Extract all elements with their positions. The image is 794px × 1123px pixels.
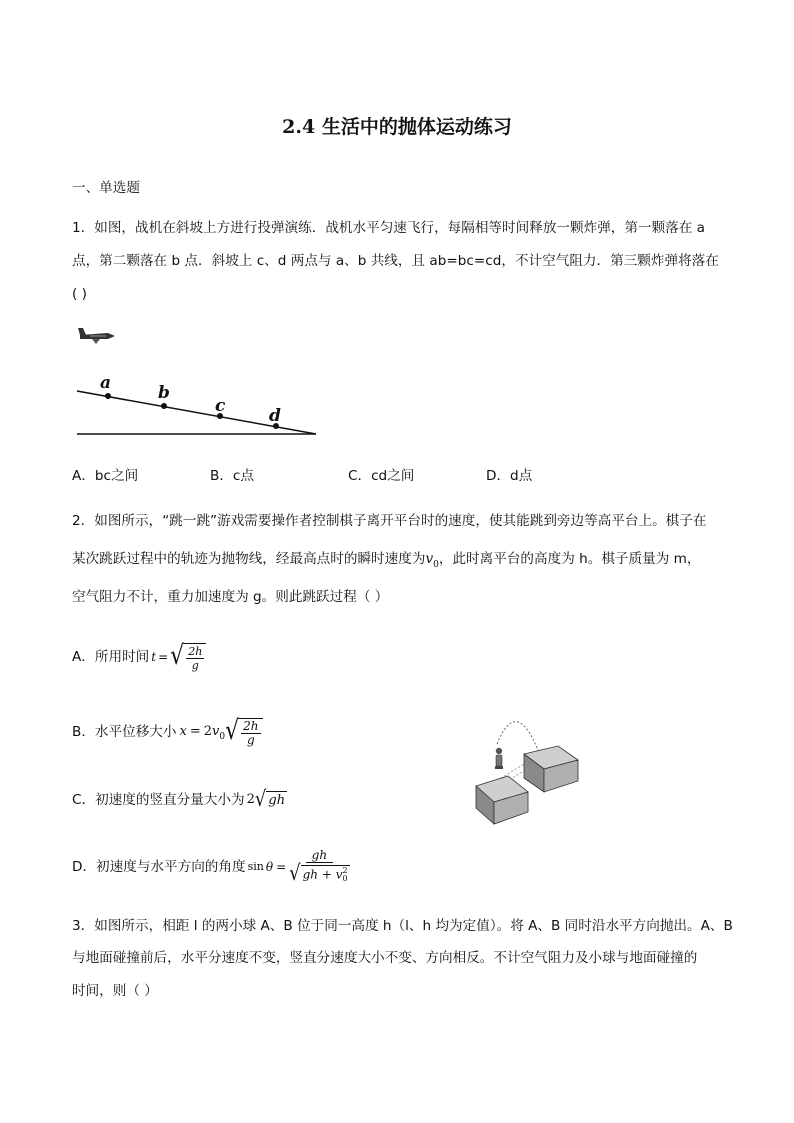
right-platform [524, 746, 578, 792]
sqrt-gh: √ gh [254, 786, 286, 812]
page-title: 2.4 生活中的抛体运动练习 [282, 116, 512, 138]
q2-line1: 2．如图所示，“跳一跳”游戏需要操作者控制棋子离开平台时的速度，使其能跳到旁边等高平台上。棋子在 [72, 513, 707, 529]
sqrt-2h-over-g-b: √ $\frac{2h}{g}$ [225, 718, 262, 747]
left-platform [476, 776, 528, 824]
q2-option-b: B．水平位移大小 x = 2 $v_0$ √ $\frac{2h}{g}$ [72, 714, 263, 750]
q2-option-a-label: A．所用时间 [72, 649, 150, 665]
q1-option-c: C．cd之间 [348, 468, 415, 484]
q1-option-a: A．bc之间 [72, 468, 139, 484]
label-b: b [158, 383, 170, 403]
angle-fraction: gh √ gh + v 2 0 [289, 848, 348, 886]
label-d: d [269, 406, 281, 426]
slope-figure [70, 320, 330, 445]
q2-option-a: A．所用时间 t = √ $\frac{2h}{g}$ [72, 640, 206, 674]
q1-option-b: B．c点 [210, 468, 254, 484]
section-heading: 一、单选题 [72, 180, 140, 196]
q3-line2: 与地面碰撞前后，水平分速度不变，竖直分速度大小不变、方向相反。不计空气阻力及小球与地面碰撞的 [72, 950, 698, 966]
q2-line2-part2: ，此时离平台的高度为 h。棋子质量为 m， [438, 551, 701, 567]
q2-line2 [72, 551, 700, 569]
q3-line1: 3．如图所示，相距 l 的两小球 A、B 位于同一高度 h（l、h 均为定值）。将 A、B 同时沿水平方向抛出。A、B [72, 918, 733, 934]
point-b [161, 403, 167, 409]
plane-icon [78, 328, 115, 344]
q2-option-d: D．初速度与水平方向的角度 sin θ = gh √ gh + v 2 0 [72, 848, 348, 886]
q3-line3: 时间，则（ ） [72, 983, 158, 999]
q2-line2-part1: 某次跳跃过程中的轨迹为抛物线，经最高点时的瞬时速度为 [72, 551, 426, 567]
v0-symbol: $v_0$ [425, 551, 439, 570]
q2-option-b-label: B．水平位移大小 [72, 724, 177, 740]
q1-line3: ( ) [72, 286, 87, 302]
jump-game-figure [470, 706, 582, 828]
q1-line2: 点，第二颗落在 b 点．斜坡上 c、d 两点与 a、b 共线，且 ab=bc=cd，不计空气阻力．第三颗炸弹将落在 [72, 253, 719, 269]
q1-line1: 1．如图，战机在斜坡上方进行投弹演练．战机水平匀速飞行，每隔相等时间释放一颗炸弹，第一颗落在 a [72, 220, 706, 236]
label-c: c [215, 396, 226, 416]
q2-option-c-label: C．初速度的竖直分量大小为 [72, 792, 245, 808]
sqrt-2h-over-g-a: √ $\frac{2h}{g}$ [170, 643, 206, 672]
q2-line3: 空气阻力不计，重力加速度为 g。则此跳跃过程（ ） [72, 589, 389, 605]
label-a: a [100, 373, 112, 393]
point-a [105, 393, 111, 399]
q2-option-d-label: D．初速度与水平方向的角度 [72, 859, 246, 875]
chess-piece-icon [495, 748, 503, 769]
q2-option-c: C．初速度的竖直分量大小为 2 √ gh [72, 786, 286, 812]
q1-option-d: D．d点 [486, 468, 533, 484]
